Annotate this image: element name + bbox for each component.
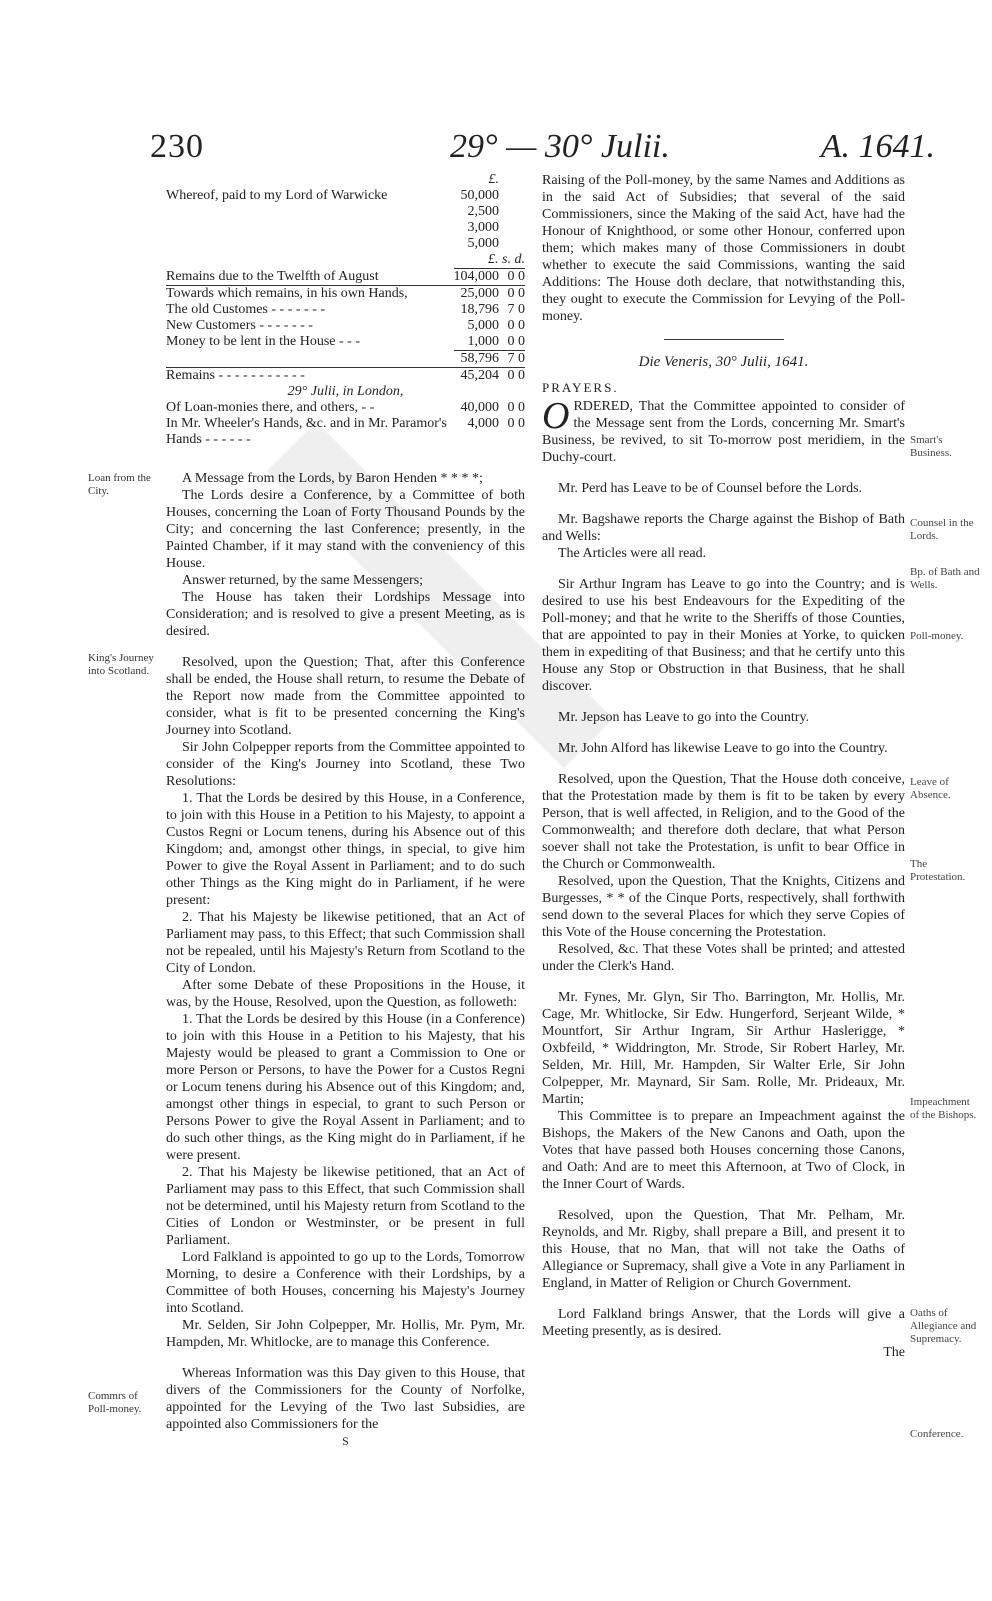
paragraph: The Articles were all read. — [558, 546, 707, 561]
table-row — [166, 204, 525, 220]
margin-note-smart: Smart's Business. — [910, 434, 952, 459]
table-row — [166, 318, 525, 334]
paragraph: Resolved, upon the Question, That the House doth conceive, that the Protestation made by them is fit to be taken by every Person, that is well affected, in Religion, and to the Good of the Commonwealth; and therefore doth declare, that what Person soever shall not take the Protestation, is unfit to bear Office in the Church or Commonwealth. — [542, 772, 905, 872]
paragraph: This Committee is to prepare an Impeachment against the Bishops, the Makers of the New Canons and Oath, upon the Votes that have passed both Houses concerning those Canons, and Oath: And are to meet this Afternoon, at Two of Clock, in the Inner Court of Wards. — [542, 1109, 905, 1192]
drop-cap: O — [542, 395, 570, 437]
paragraph: Resolved, upon the Question; That, after this Conference shall be ended, the House shall return, to resume the Debate of the Report now made from the Committee appointed to consider, what is fit to be presented concerning the King's Journey into Scotland. — [166, 655, 525, 738]
row-sd: 7 0 — [507, 302, 525, 317]
row-label — [166, 351, 454, 368]
margin-note-journey: King's Journey into Scotland. — [88, 652, 154, 677]
row-sd: 0 0 — [503, 368, 525, 385]
paragraph: Resolved, upon the Question, That the Knights, Citizens and Burgesses, * * of the Cinque Ports, respectively, shall forthwith send down to the several Places for which they serve Copies of this Vote of the House concerning the Protestation. — [542, 874, 905, 940]
row-label: Towards which remains, in his own Hands, — [166, 286, 454, 303]
margin-note-leave: Leave of Absence. — [910, 776, 951, 801]
paragraph: Answer returned, by the same Messengers; — [182, 573, 424, 588]
paragraph: The Lords desire a Conference, by a Committee of both Houses, concerning the Loan of Forty Thousand Pounds by the City; and concerning the last Conference; presently, in the Painted Chamber, if it may stand with the conveniency of this House. — [166, 488, 525, 571]
margin-note-oaths: Oaths of Allegiance and Supremacy. — [910, 1307, 977, 1345]
row-sd: 0 0 — [503, 286, 525, 303]
row-amount: 104,000 — [454, 269, 504, 286]
signature-mark: S — [342, 1434, 349, 1448]
row-label: Of Loan-monies there, and others, - - — [166, 400, 375, 415]
paragraph: Mr. Perd has Leave to be of Counsel before the Lords. — [558, 481, 863, 496]
paragraph: Raising of the Poll-money, by the same Names and Additions as in the said Act of Subsidies; that several of the said Commissioners, since the Making of the said Act, have had the Honour of Knighthood, or some other Honour, conferred upon them; which makes many of those Commissioners in doubt whether to execute the said Commissions, wanting the said Additions: The House doth declare, that notwithstanding this, they ought to execute the Commission for Levying of the Poll-money. — [542, 173, 905, 324]
table-row — [166, 351, 525, 368]
paragraph: After some Debate of these Propositions in the House, it was, by the House, Resolved, upon the Question, as followeth: — [166, 978, 525, 1010]
paragraph: Lord Falkland is appointed to go up to the Lords, Tomorrow Morning, to desire a Conference with their Lordships, by a Committee of both Houses, concerning his Majesty's Journey into Scotland. — [166, 1250, 525, 1316]
row-sd: 0 0 — [507, 318, 525, 333]
paragraph: Mr. Bagshawe reports the Charge against the Bishop of Bath and Wells: — [542, 512, 905, 544]
paragraph: Resolved, upon the Question, That Mr. Pelham, Mr. Reynolds, and Mr. Rigby, shall prepare a Bill, and present it to this House, that no Man, that will not take the Oaths of Allegiance or Supremacy, shall give a Vote in any Parliament in England, in Matter of Religion or Church Government. — [542, 1208, 905, 1291]
account-table — [166, 172, 525, 448]
row-sd: 0 0 — [507, 334, 525, 349]
row-amount: 45,204 — [454, 368, 504, 385]
table-row — [166, 416, 525, 448]
paragraph: Mr. Selden, Sir John Colpepper, Mr. Hollis, Mr. Pym, Mr. Hampden, Mr. Whitlocke, are to manage this Conference. — [166, 1318, 525, 1350]
row-label: Remains - - - - - - - - - - - — [166, 368, 454, 385]
margin-note-bath: Bp. of Bath and Wells. — [910, 566, 980, 591]
page-date: 29° — 30° Julii. — [450, 128, 670, 165]
row-amount: 4,000 — [467, 416, 499, 431]
table-row — [166, 368, 525, 385]
warwicke-amount: 3,000 — [467, 220, 499, 235]
paragraph: The House has taken their Lordships Message into Consideration; and is resolved to give a present Meeting, as is desired. — [166, 590, 525, 639]
lsd-head: £. s. d. — [488, 252, 525, 267]
right-column — [542, 172, 905, 1361]
margin-note-commrs: Commrs of Poll-money. — [88, 1390, 142, 1415]
row-amount: 1,000 — [467, 334, 499, 349]
warwicke-amount: 2,500 — [467, 204, 499, 219]
row-sd: 0 0 — [507, 416, 525, 431]
row-amount: 40,000 — [460, 400, 499, 415]
margin-note-loan: Loan from the City. — [88, 472, 151, 497]
row-amount: 58,796 — [454, 351, 504, 368]
warwicke-amount: 50,000 — [460, 188, 499, 203]
table-row — [166, 302, 525, 318]
paragraph: Mr. Fynes, Mr. Glyn, Sir Tho. Barrington, Mr. Hollis, Mr. Cage, Mr. Whitlocke, Sir Edw. Hungerford, Serjeant Wilde, * Mountfort, Sir Arthur Ingram, Sir Arthur Haslerigge, * Oxbfeild, * Widdrington, Mr. Strode, Sir Robert Harley, Mr. Selden, Mr. Hill, Mr. Hampden, Sir Walter Erle, Sir John Colpepper, Mr. Maynard, Sir Sam. Rolle, Mr. Prideaux, Mr. Martin; — [542, 990, 905, 1107]
paragraph: Resolved, &c. That these Votes shall be printed; and attested under the Clerk's Hand. — [542, 942, 905, 974]
row-sd: 0 0 — [507, 400, 525, 415]
row-sd: 7 0 — [503, 351, 525, 368]
row-label: Money to be lent in the House - - - — [166, 334, 361, 349]
margin-note-counsel: Counsel in the Lords. — [910, 517, 974, 542]
page-header — [150, 128, 935, 168]
paragraph: 1. That the Lords be desired by this House (in a Conference) to join with this House in a Petition to his Majesty, that his Majesty would be pleased to grant a Commission to One or more Person or Persons, to have the Power for a Custos Regni or Locum tenens during his Absence out of this Kingdom; and, amongst other things in especial, to grant to such Person or Persons Power to give the Royal Assent in Parliament; and to do such other things, as the King might do in Parliament, if he were present. — [166, 1012, 525, 1163]
paragraph — [542, 395, 905, 466]
ordered-text: RDERED, That the Committee appointed to consider of the Message sent from the Lords, concerning Mr. Smart's Business, be revived, to sit To-morrow post meridiem, in the Duchy-court. — [542, 399, 905, 465]
margin-note-impeach: Impeachment of the Bishops. — [910, 1096, 977, 1121]
table-row — [166, 400, 525, 416]
left-column — [166, 172, 525, 1450]
margin-note-poll: Poll-money. — [910, 630, 964, 642]
table-row — [166, 220, 525, 236]
table-row — [166, 236, 525, 252]
row-label: Remains due to the Twelfth of August — [166, 268, 379, 284]
paragraph: 2. That his Majesty be likewise petitioned, that an Act of Parliament may pass, to this Effect; that such Commission shall not be repealed, until his Majesty's Return from Scotland to the City of London. — [166, 910, 525, 976]
paragraph: Whereas Information was this Day given to this House, that divers of the Commissioners for the County of Norfolke, appointed for the Levying of the Two last Subsidies, are appointed also Commissioners for the — [166, 1366, 525, 1432]
row-label: In Mr. Wheeler's Hands, &c. and in Mr. Paramor's Hands - - - - - - — [166, 416, 447, 447]
warwicke-label: Whereof, paid to my Lord of Warwicke — [166, 188, 388, 203]
margin-note-protest: The Protestation. — [910, 858, 966, 883]
warwicke-amount: 5,000 — [467, 236, 499, 251]
page-year: A. 1641. — [820, 128, 935, 165]
row-amount: 5,000 — [467, 318, 499, 333]
table-row — [166, 269, 525, 286]
section-heading: Die Veneris, 30° Julii, 1641. — [638, 354, 809, 370]
row-amount: 25,000 — [454, 286, 504, 303]
paragraph: Sir Arthur Ingram has Leave to go into the Country; and is desired to use his best Endeavours for the Expediting of the Poll-money; and that he write to the Sheriffs of those Counties, that are appointed to pay in their Monies at Yorke, to quicken them in expediting of that Business; and that he certify unto this House any Stop or Obstruction in that Business, that he shall discover. — [542, 577, 905, 694]
paragraph: Mr. John Alford has likewise Leave to go into the Country. — [558, 741, 888, 756]
paragraph: A Message from the Lords, by Baron Henden * * * *; — [182, 471, 483, 486]
row-label: New Customers - - - - - - - — [166, 318, 313, 333]
paragraph: 2. That his Majesty be likewise petitioned, that an Act of Parliament may pass to this Effect, that such Commission shall not be determined, until his Majesty return from Scotland to the Cities of London or Westminster, or be present in full Parliament. — [166, 1165, 525, 1248]
paragraph: 1. That the Lords be desired by this House, in a Conference, to join with this House in a Petition to his Majesty, to appoint a Custos Regni or Locum tenens, during his Absence out of this Kingdom; and, amongst other things, in special, to give him Power to give the Royal Assent in Parliament; and to do such other Things as the King might do in Parliament, if he were present: — [166, 791, 525, 908]
prayers-heading: PRAYERS. — [542, 380, 619, 395]
catchword: The — [883, 1345, 905, 1360]
row-label: The old Customes - - - - - - - — [166, 302, 326, 317]
paragraph: Lord Falkland brings Answer, that the Lords will give a Meeting presently, as is desired. — [542, 1307, 905, 1339]
page-number: 230 — [150, 128, 204, 165]
table-row — [166, 188, 525, 204]
paragraph: Sir John Colpepper reports from the Committee appointed to consider of the King's Journey into Scotland, these Two Resolutions: — [166, 740, 525, 789]
row-sd: 0 0 — [503, 269, 525, 286]
currency-head: £. — [488, 172, 499, 187]
table-row — [166, 334, 525, 351]
section-divider — [664, 339, 784, 340]
row-amount: 18,796 — [460, 302, 499, 317]
margin-note-conference: Conference. — [910, 1428, 964, 1440]
paragraph: Mr. Jepson has Leave to go into the Country. — [558, 710, 810, 725]
london-line: 29° Julii, in London, — [287, 384, 404, 399]
table-row — [166, 286, 525, 303]
